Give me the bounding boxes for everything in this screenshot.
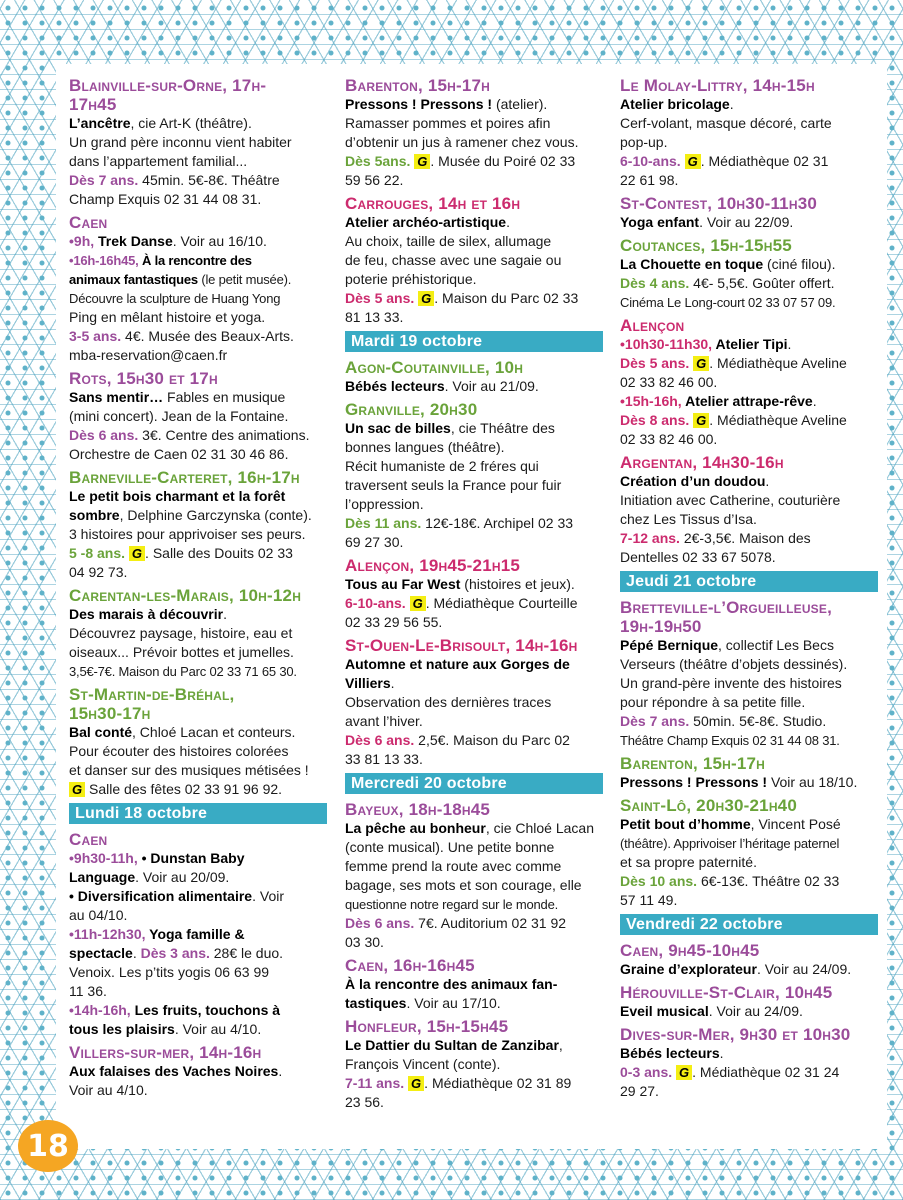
column-2 <box>345 76 603 1116</box>
age-label: Dès 3 ans. <box>136 945 210 961</box>
event-heading: Coutances, 15h-15h55 <box>620 236 792 255</box>
event-carentan: Carentan-les-Marais, 10h-12h Des marais à découvrir. Découvrez paysage, histoire, eau et oiseaux... Prévoir bottes et jumelles. 3,5€-7€. Maison du Parc 02 33 71 65 30. <box>69 586 327 681</box>
event-le-molay: Le Molay-Littry, 14h-15h Atelier bricolage. Cerf-volant, masque décoré, carte pop-up. 6-10-ans. G . Médiathèque 02 31 22 61 98. <box>620 76 878 190</box>
event-heading: Barneville-Carteret, 16h-17h <box>69 468 300 487</box>
event-heading: Honfleur, 15h-15h45 <box>345 1017 509 1036</box>
page-number-badge: 18 <box>18 1120 78 1172</box>
event-info: 04 92 73. <box>69 564 128 580</box>
event-barneville: Barneville-Carteret, 16h-17h Le petit bois charmant et la forêt sombre, Delphine Garczynska (conte). 3 histoires pour apprivoiser ses peurs. 5 -8 ans. G . Salle des Douits 02 33 04 92 73. <box>69 468 327 582</box>
event-heading: Rots, 15h30 et 17h <box>69 369 218 388</box>
event-st-martin: St-Martin-de-Bréhal, 15h30-17h Bal conté, Chloé Lacan et conteurs. Pour écouter des histoires colorées et danser sur des musiques métisées ! G Salle des fêtes 02 33 91 96 92. <box>69 685 327 799</box>
event-bretteville: Bretteville-l’Orgueilleuse, 19h-19h50 Pépé Bernique, collectif Les Becs Verseurs (théâtre d’objets dessinés). Un grand-père invente des histoires pour répondre à sa petite fille. Dès 7 ans. 50min. 5€-8€. Studio. Théâtre Champ Exquis 02 31 44 08 31. <box>620 598 878 750</box>
age-label: 3-5 ans. <box>69 328 122 344</box>
event-heading: Villers-sur-mer, 14h-16h <box>69 1043 262 1062</box>
event-st-ouen: St-Ouen-Le-Brisoult, 14h-16h Automne et nature aux Gorges de Villiers. Observation des dernières traces avant l’hiver. Dès 6 ans. 2,5€. Maison du Parc 02 33 81 13 33. <box>345 636 603 769</box>
event-coutances: Coutances, 15h-15h55 La Chouette en toque (ciné filou). Dès 4 ans. 4€- 5,5€. Goûter offert. Cinéma Le Long-court 02 33 07 57 09. <box>620 236 878 312</box>
event-heading: Alençon <box>620 316 685 335</box>
event-desc: dans l’appartement familial... <box>69 153 248 169</box>
event-st-contest: St-Contest, 10h30-11h30 Yoga enfant. Voir au 22/09. <box>620 194 878 232</box>
event-desc: Ping en mêlant histoire et yoga. <box>69 309 266 325</box>
event-heading: Barenton, 15h-17h <box>345 76 491 95</box>
event-desc: Un grand père inconnu vient habiter <box>69 134 292 150</box>
free-badge: G <box>408 1076 424 1091</box>
age-label: Dès 6 ans. <box>69 427 139 443</box>
page-content <box>56 64 887 1149</box>
event-desc: Pour écouter des histoires colorées <box>69 743 289 759</box>
event-heading: Caen, 9h45-10h45 <box>620 941 760 960</box>
free-badge: G <box>693 413 709 428</box>
event-argentan: Argentan, 14h30-16h Création d’un doudou. Initiation avec Catherine, couturière chez Les Tissus d’Isa. 7-12 ans. 2€-3,5€. Maison des Dentelles 02 33 67 5078. <box>620 453 878 567</box>
event-heading: Carentan-les-Marais, 10h-12h <box>69 586 302 605</box>
free-badge: G <box>418 291 434 306</box>
event-caen-4: Caen, 9h45-10h45 Graine d’explorateur. Voir au 24/09. <box>620 941 878 979</box>
age-label: 6-10-ans. <box>345 595 406 611</box>
event-heading: Caen <box>69 213 108 232</box>
event-barenton-1: Barenton, 15h-17h Pressons ! Pressons ! (atelier). Ramasser pommes et poires afin d’obtenir un jus à ramener chez vous. Dès 5ans. G . Musée du Poiré 02 33 59 56 22. <box>345 76 603 190</box>
event-info: Champ Exquis 02 31 44 08 31. <box>69 191 262 207</box>
event-caen-1: Caen •9h, Trek Danse. Voir au 16/10. •16h-16h45, À la rencontre des animaux fantastiques (le petit musée). Découvre la sculpture de Huang Yong Ping en mêlant histoire et yoga. 3-5 ans. 4€. Musée des Beaux-Arts. mba-reservation@caen.fr <box>69 213 327 365</box>
event-heading: St-Ouen-Le-Brisoult, 14h-16h <box>345 636 578 655</box>
event-heading: Le Molay-Littry, 14h-15h <box>620 76 815 95</box>
event-heading: Caen, 16h-16h45 <box>345 956 475 975</box>
event-carrouges: Carrouges, 14h et 16h Atelier archéo-artistique. Au choix, taille de silex, allumage de feu, chasse avec une sagaie ou poterie préhistorique. Dès 5 ans. G . Maison du Parc 02 33 81 13 33. <box>345 194 603 327</box>
event-heading: St-Contest, 10h30-11h30 <box>620 194 818 213</box>
event-heading: Bayeux, 18h-18h45 <box>345 800 491 819</box>
age-label: Dès 7 ans. <box>69 172 139 188</box>
column-3 <box>620 76 878 1105</box>
day-header-tuesday: Mardi 19 octobre <box>345 331 603 352</box>
event-heading: Alençon, 19h45-21h15 <box>345 556 521 575</box>
free-badge: G <box>410 596 426 611</box>
free-badge: G <box>69 782 85 797</box>
event-heading: Bretteville-l’Orgueilleuse, 19h-19h50 <box>620 598 833 636</box>
event-desc: (mini concert). Jean de la Fontaine. <box>69 408 289 424</box>
age-label: Dès 6 ans. <box>345 915 415 931</box>
event-heading: Caen <box>69 830 108 849</box>
event-dives: Dives-sur-Mer, 9h30 et 10h30 Bébés lecteurs. 0-3 ans. G . Médiathèque 02 31 24 29 27. <box>620 1025 878 1101</box>
age-label: Dès 5ans. <box>345 153 411 169</box>
age-label: 0-3 ans. <box>620 1064 673 1080</box>
event-rots: Rots, 15h30 et 17h Sans mentir… Fables en musique (mini concert). Jean de la Fontaine. Dès 6 ans. 3€. Centre des animations. Orchestre de Caen 02 31 30 46 86. <box>69 369 327 464</box>
free-badge: G <box>129 546 145 561</box>
event-herouville: Hérouville-St-Clair, 10h45 Eveil musical. Voir au 24/09. <box>620 983 878 1021</box>
age-label: Dès 5 ans. <box>345 290 415 306</box>
event-heading: Carrouges, 14h et 16h <box>345 194 521 213</box>
free-badge: G <box>693 356 709 371</box>
event-granville: Granville, 20h30 Un sac de billes, cie Théâtre des bonnes langues (théâtre). Récit humaniste de 2 fréres qui traversent seuls la France pour fuir l’oppression. Dès 11 ans. 12€-18€. Archipel 02 33 69 27 30. <box>345 400 603 552</box>
day-header-monday: Lundi 18 octobre <box>69 803 327 824</box>
age-label: Dès 4 ans. <box>620 275 690 291</box>
event-heading: Agon-Coutainville, 10h <box>345 358 524 377</box>
event-info: Orchestre de Caen 02 31 30 46 86. <box>69 446 289 462</box>
free-badge: G <box>676 1065 692 1080</box>
event-barenton-2: Barenton, 15h-17h Pressons ! Pressons ! Voir au 18/10. <box>620 754 878 792</box>
event-title: L’ancêtre <box>69 115 131 131</box>
event-alencon-2: Alençon •10h30-11h30, Atelier Tipi. Dès 5 ans. G . Médiathèque Aveline 02 33 82 46 00. •15h-16h, Atelier attrape-rêve. Dès 8 ans. G . Médiathèque Aveline 02 33 82 46 00. <box>620 316 878 449</box>
event-desc: 3 histoires pour apprivoiser ses peurs. <box>69 526 306 542</box>
event-heading: Granville, 20h30 <box>345 400 478 419</box>
event-desc: oiseaux... Prévoir bottes et jumelles. <box>69 644 294 660</box>
age-label: Dès 7 ans. <box>620 713 690 729</box>
column-1 <box>69 76 327 1104</box>
age-label: 7-12 ans. <box>620 530 680 546</box>
event-honfleur: Honfleur, 15h-15h45 Le Dattier du Sultan de Zanzibar, François Vincent (conte). 7-11 ans. G . Médiathèque 02 31 89 23 56. <box>345 1017 603 1112</box>
event-heading: Argentan, 14h30-16h <box>620 453 784 472</box>
free-badge: G <box>685 154 701 169</box>
age-label: 5 -8 ans. <box>69 545 126 561</box>
event-bayeux: Bayeux, 18h-18h45 La pêche au bonheur, cie Chloé Lacan (conte musical). Une petite bonne femme prend la route avec comme bagage, ses mots et son courage, elle questionne notre regard sur le monde. Dès 6 ans. 7€. Auditorium 02 31 92 03 30. <box>345 800 603 952</box>
event-blainville: Blainville-sur-Orne, 17h- 17h45 L’ancêtre, cie Art-K (théâtre). Un grand père inconnu vient habiter dans l’appartement familial... Dès 7 ans. 45min. 5€-8€. Théâtre Champ Exquis 02 31 44 08 31. <box>69 76 327 209</box>
event-villers: Villers-sur-mer, 14h-16h Aux falaises des Vaches Noires. Voir au 4/10. <box>69 1043 327 1100</box>
age-label: 6-10-ans. <box>620 153 681 169</box>
event-info: 3,5€-7€. Maison du Parc 02 33 71 65 30. <box>69 664 297 679</box>
age-label: Dès 10 ans. <box>620 873 698 889</box>
event-heading: Saint-Lô, 20h30-21h40 <box>620 796 797 815</box>
event-heading: St-Martin-de-Bréhal, 15h30-17h <box>69 685 235 723</box>
event-desc: Découvrez paysage, histoire, eau et <box>69 625 293 641</box>
event-desc: et danser sur des musiques métisées ! <box>69 762 309 778</box>
event-email: mba-reservation@caen.fr <box>69 347 228 363</box>
event-heading: Blainville-sur-Orne, 17h- 17h45 <box>69 76 267 114</box>
day-header-friday: Vendredi 22 octobre <box>620 914 878 935</box>
age-label: Dès 5 ans. <box>620 355 690 371</box>
event-saint-lo: Saint-Lô, 20h30-21h40 Petit bout d’homme, Vincent Posé (théâtre). Apprivoiser l’héritage paternel et sa propre paternité. Dès 10 ans. 6€-13€. Théâtre 02 33 57 11 49. <box>620 796 878 910</box>
event-heading: Hérouville-St-Clair, 10h45 <box>620 983 833 1002</box>
age-label: 7-11 ans. <box>345 1075 405 1091</box>
age-label: Dès 6 ans. <box>345 732 415 748</box>
event-heading: Barenton, 15h-17h <box>620 754 766 773</box>
event-agon: Agon-Coutainville, 10h Bébés lecteurs. Voir au 21/09. <box>345 358 603 396</box>
day-header-wednesday: Mercredi 20 octobre <box>345 773 603 794</box>
event-caen-2: Caen •9h30-11h, • Dunstan Baby Language. Voir au 20/09. • Diversification alimentaire. Voir au 04/10. •11h-12h30, Yoga famille & spectacle. Dès 3 ans. 28€ le duo. Venoix. Les p’tits yogis 06 63 99 11 36. •14h-16h, Les fruits, touchons à tous les plaisirs. Voir au 4/10. <box>69 830 327 1039</box>
day-header-thursday: Jeudi 21 octobre <box>620 571 878 592</box>
event-alencon-1: Alençon, 19h45-21h15 Tous au Far West (histoires et jeux). 6-10-ans. G . Médiathèque Courteille 02 33 29 56 55. <box>345 556 603 632</box>
event-heading: Dives-sur-Mer, 9h30 et 10h30 <box>620 1025 851 1044</box>
age-label: Dès 8 ans. <box>620 412 690 428</box>
age-label: Dès 11 ans. <box>345 515 422 531</box>
event-desc: Découvre la sculpture de Huang Yong <box>69 291 281 306</box>
free-badge: G <box>414 154 430 169</box>
event-caen-3: Caen, 16h-16h45 À la rencontre des animaux fan- tastiques. Voir au 17/10. <box>345 956 603 1013</box>
